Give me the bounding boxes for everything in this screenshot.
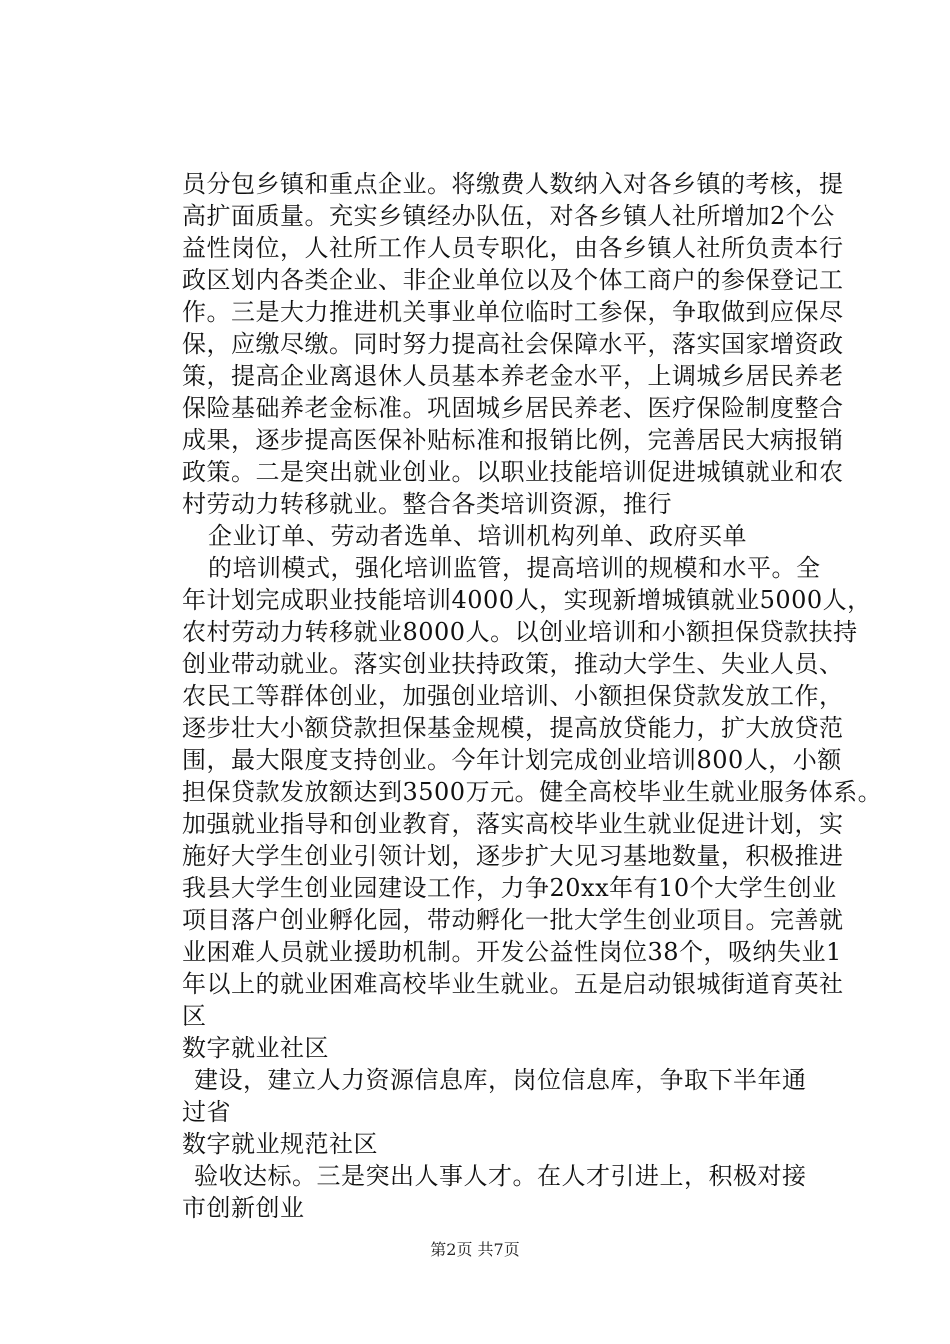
text-line: 数字就业规范社区 — [182, 1130, 378, 1158]
text-line: 策，提高企业离退休人员基本养老金水平，上调城乡居民养老 — [182, 362, 844, 390]
text-line: 保，应缴尽缴。同时努力提高社会保障水平，落实国家增资政 — [182, 330, 844, 358]
text-line: 年计划完成职业技能培训4000人，实现新增城镇就业5000人， — [182, 586, 872, 614]
body-text — [182, 168, 883, 1224]
text-line: 政区划内各类企业、非企业单位以及个体工商户的参保登记工 — [182, 266, 844, 294]
text-line: 年以上的就业困难高校毕业生就业。五是启动银城街道育英社 — [182, 970, 844, 998]
text-line: 政策。二是突出就业创业。以职业技能培训促进城镇就业和农 — [182, 458, 844, 486]
text-line: 企业订单、劳动者选单、培训机构列单、政府买单 — [208, 522, 747, 550]
text-line: 成果，逐步提高医保补贴标准和报销比例，完善居民大病报销 — [182, 426, 844, 454]
text-line: 作。三是大力推进机关事业单位临时工参保，争取做到应保尽 — [182, 298, 844, 326]
text-line: 业困难人员就业援助机制。开发公益性岗位38个，吸纳失业1 — [182, 938, 842, 966]
text-line: 高扩面质量。充实乡镇经办队伍，对各乡镇人社所增加2个公 — [182, 202, 835, 230]
text-line: 员分包乡镇和重点企业。将缴费人数纳入对各乡镇的考核，提 — [182, 170, 844, 198]
text-line: 创业带动就业。落实创业扶持政策，推动大学生、失业人员、 — [182, 650, 844, 678]
text-line: 益性岗位，人社所工作人员专职化，由各乡镇人社所负责本行 — [182, 234, 844, 262]
text-line: 担保贷款发放额达到3500万元。健全高校毕业生就业服务体系。 — [182, 778, 883, 806]
text-line: 保险基础养老金标准。巩固城乡居民养老、医疗保险制度整合 — [182, 394, 844, 422]
text-line: 围，最大限度支持创业。今年计划完成创业培训800人，小额 — [182, 746, 842, 774]
text-line: 的培训模式，强化培训监管，提高培训的规模和水平。全 — [208, 554, 821, 582]
text-line: 项目落户创业孵化园，带动孵化一批大学生创业项目。完善就 — [182, 906, 844, 934]
text-line: 数字就业社区 — [182, 1034, 329, 1062]
text-line: 农村劳动力转移就业8000人。以创业培训和小额担保贷款扶持 — [182, 618, 858, 646]
text-line: 我县大学生创业园建设工作，力争20xx年有10个大学生创业 — [182, 874, 837, 902]
page-number-footer: 第2页 共7页 — [430, 1240, 520, 1259]
text-line: 过省 — [182, 1098, 231, 1126]
text-line: 逐步壮大小额贷款担保基金规模，提高放贷能力，扩大放贷范 — [182, 714, 844, 742]
text-line: 建设，建立人力资源信息库，岗位信息库，争取下半年通 — [194, 1066, 807, 1094]
text-line: 验收达标。三是突出人事人才。在人才引进上，积极对接 — [194, 1162, 807, 1190]
text-line: 村劳动力转移就业。整合各类培训资源，推行 — [182, 490, 672, 518]
text-line: 农民工等群体创业，加强创业培训、小额担保贷款发放工作， — [182, 682, 844, 710]
text-line: 施好大学生创业引领计划，逐步扩大见习基地数量，积极推进 — [182, 842, 844, 870]
text-line: 市创新创业 — [182, 1194, 305, 1222]
text-line: 加强就业指导和创业教育，落实高校毕业生就业促进计划，实 — [182, 810, 844, 838]
text-line: 区 — [182, 1002, 207, 1030]
